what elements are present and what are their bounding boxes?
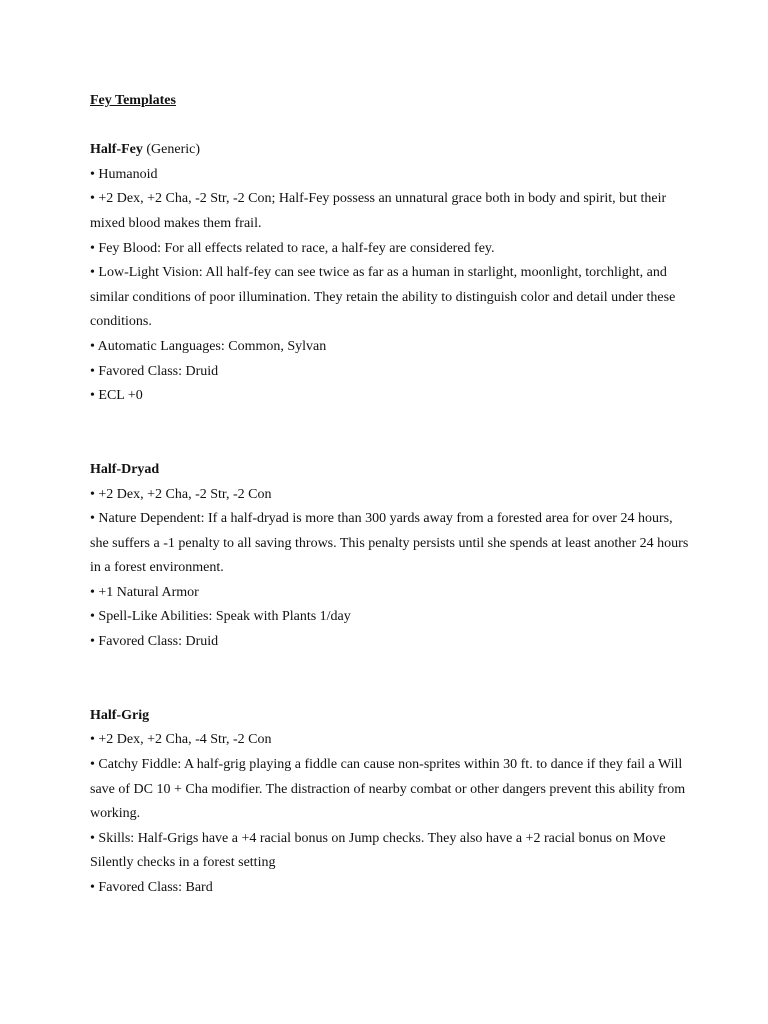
list-item: • Fey Blood: For all effects related to race, a half-fey are considered fey. bbox=[90, 240, 495, 256]
section-name: Half-Fey bbox=[90, 142, 143, 158]
document-page bbox=[90, 89, 690, 901]
document-title: Fey Templates bbox=[90, 93, 176, 108]
list-item: • Favored Class: Druid bbox=[90, 363, 219, 379]
list-item: • Spell-Like Abilities: Speak with Plants 1/day bbox=[90, 609, 351, 625]
list-item: • Automatic Languages: Common, Sylvan bbox=[90, 338, 327, 354]
section-name: Half-Dryad bbox=[90, 461, 160, 477]
section-name: Half-Grig bbox=[90, 707, 150, 723]
section-half-dryad bbox=[90, 458, 690, 655]
list-item: • +2 Dex, +2 Cha, -2 Str, -2 Con bbox=[90, 486, 272, 502]
list-item: • +2 Dex, +2 Cha, -2 Str, -2 Con; Half-Fey possess an unnatural grace both in body and spirit, but their mixed blood makes them frail. bbox=[90, 191, 667, 231]
bullet-list bbox=[90, 483, 690, 655]
list-item: • Humanoid bbox=[90, 166, 158, 182]
list-item: • Favored Class: Druid bbox=[90, 634, 219, 650]
list-item: • +2 Dex, +2 Cha, -4 Str, -2 Con bbox=[90, 732, 272, 748]
section-heading bbox=[90, 138, 690, 163]
bullet-list bbox=[90, 728, 690, 900]
section-heading bbox=[90, 704, 690, 729]
list-item: • +1 Natural Armor bbox=[90, 584, 199, 600]
list-item: • Catchy Fiddle: A half-grig playing a fiddle can cause non-sprites within 30 ft. to dance if they fail a Will save of DC 10 + Cha modifier. The distraction of nearby combat or other dangers prevent this ability from working. bbox=[90, 757, 686, 822]
list-item: • Nature Dependent: If a half-dryad is more than 300 yards away from a forested area for over 24 hours, she suffers a -1 penalty to all saving throws. This penalty persists until she spends at least another 24 hours in a forest environment. bbox=[90, 511, 689, 576]
list-item: • Favored Class: Bard bbox=[90, 880, 213, 895]
section-spacer bbox=[90, 655, 690, 704]
section-half-fey bbox=[90, 138, 690, 409]
list-item: • Low-Light Vision: All half-fey can see twice as far as a human in starlight, moonlight, torchlight, and similar conditions of poor illumination. They retain the ability to distinguish color and detail under these conditions. bbox=[90, 265, 676, 330]
list-item: • ECL +0 bbox=[90, 388, 143, 404]
section-heading bbox=[90, 458, 690, 483]
section-half-grig bbox=[90, 704, 690, 901]
bullet-list bbox=[90, 163, 690, 409]
section-qualifier: (Generic) bbox=[142, 142, 201, 158]
section-spacer bbox=[90, 409, 690, 458]
list-item: • Skills: Half-Grigs have a +4 racial bonus on Jump checks. They also have a +2 racial bonus on Move Silently checks in a forest setting bbox=[90, 830, 666, 871]
